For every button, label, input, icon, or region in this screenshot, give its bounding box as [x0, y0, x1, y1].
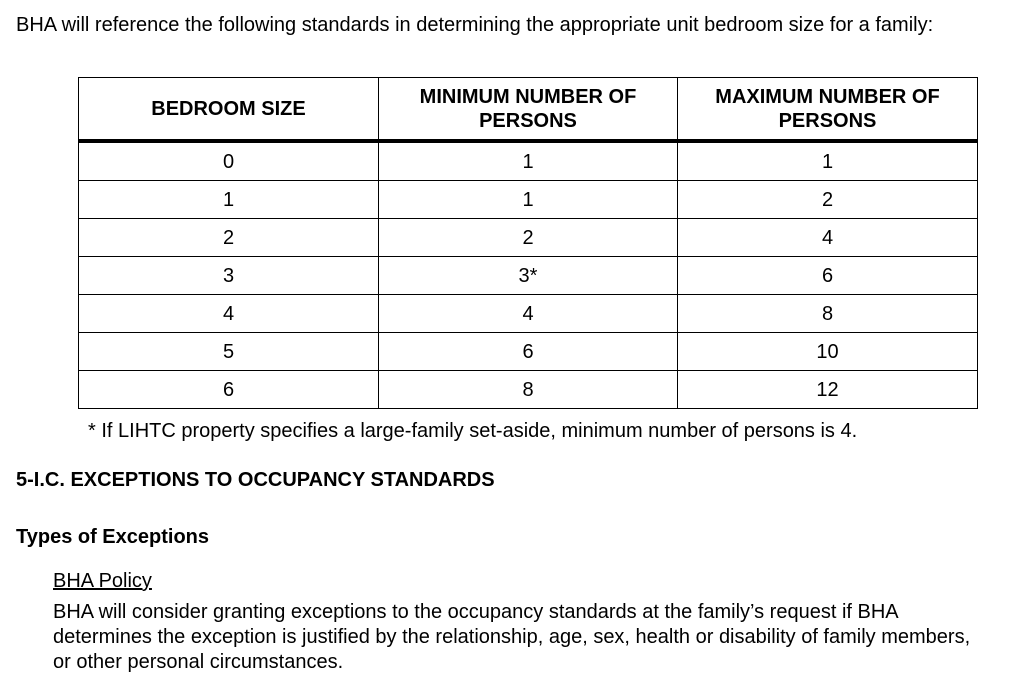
bedroom-size-cell: 0 [79, 141, 379, 181]
table-footnote: * If LIHTC property specifies a large-family set-aside, minimum number of persons is 4. [88, 420, 858, 442]
table-row [79, 219, 978, 257]
section-heading: 5-I.C. EXCEPTIONS TO OCCUPANCY STANDARDS [16, 469, 495, 491]
table-row [79, 295, 978, 333]
table-row [79, 257, 978, 295]
minimum-persons-cell: 2 [379, 219, 678, 257]
table-header-row [79, 78, 978, 142]
bedroom-size-cell: 3 [79, 257, 379, 295]
maximum-persons-cell: 10 [678, 333, 978, 371]
bedroom-size-cell: 6 [79, 371, 379, 409]
minimum-persons-cell: 6 [379, 333, 678, 371]
maximum-persons-cell: 4 [678, 219, 978, 257]
minimum-persons-cell: 3* [379, 257, 678, 295]
maximum-persons-cell: 8 [678, 295, 978, 333]
minimum-persons-cell: 8 [379, 371, 678, 409]
maximum-persons-cell: 12 [678, 371, 978, 409]
policy-text: BHA will consider granting exceptions to the occupancy standards at the family’s request if BHA determines the exception is justified by the relationship, age, sex, health or disability of family members, or other personal circumstances. [53, 601, 971, 673]
intro-paragraph: BHA will reference the following standards in determining the appropriate unit bedroom size for a family: [16, 14, 934, 36]
bedroom-size-cell: 2 [79, 219, 379, 257]
maximum-persons-cell: 1 [678, 141, 978, 181]
column-header-bedroom-size: BEDROOM SIZE [79, 78, 379, 142]
table-row [79, 141, 978, 181]
bedroom-size-cell: 4 [79, 295, 379, 333]
maximum-persons-cell: 2 [678, 181, 978, 219]
table-row [79, 371, 978, 409]
table-row [79, 333, 978, 371]
subsection-heading: Types of Exceptions [16, 526, 210, 548]
maximum-persons-cell: 6 [678, 257, 978, 295]
column-header-minimum-persons: MINIMUM NUMBER OF PERSONS [379, 78, 678, 142]
policy-title: BHA Policy [53, 570, 152, 592]
table-row [79, 181, 978, 219]
bedroom-size-cell: 1 [79, 181, 379, 219]
minimum-persons-cell: 4 [379, 295, 678, 333]
minimum-persons-cell: 1 [379, 181, 678, 219]
occupancy-standards-table [78, 77, 978, 409]
bedroom-size-cell: 5 [79, 333, 379, 371]
column-header-maximum-persons: MAXIMUM NUMBER OF PERSONS [678, 78, 978, 142]
minimum-persons-cell: 1 [379, 141, 678, 181]
